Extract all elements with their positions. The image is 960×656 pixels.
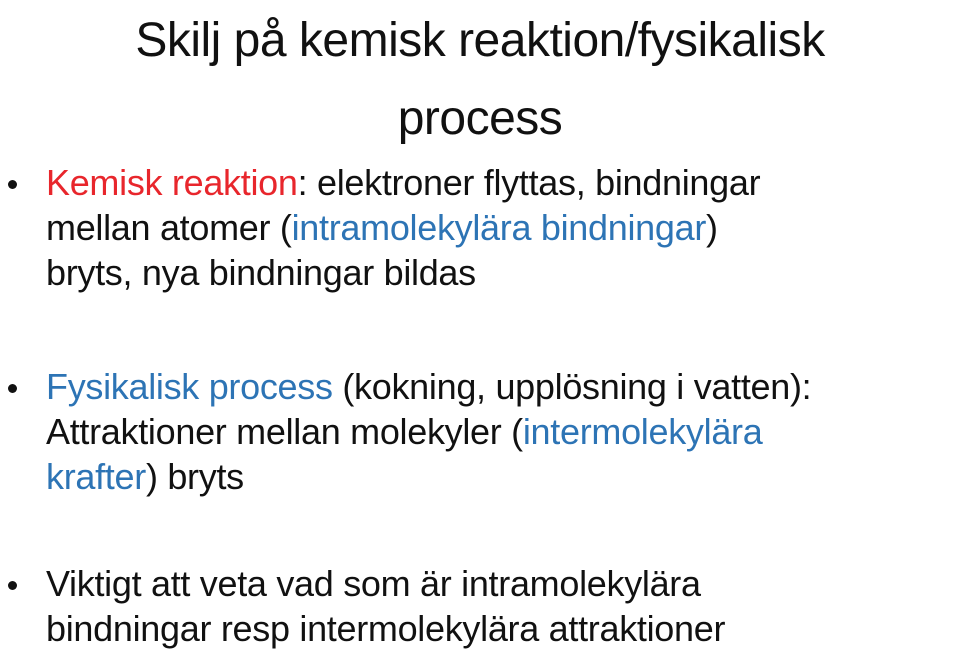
title-line-1: Skilj på kemisk reaktion/fysikalisk (135, 14, 825, 67)
bullet-text (46, 561, 951, 651)
bullet-line: bindningar resp intermolekylära attraktioner (46, 608, 726, 649)
term-forces: krafter (46, 456, 146, 497)
bullet-line (46, 205, 951, 250)
bullet-text-segment: ) (706, 207, 718, 248)
bullet-line (46, 454, 951, 499)
term-intramolecular-bonds: intramolekylära bindningar (291, 207, 707, 248)
bullet-text-segment: mellan atomer ( (46, 207, 292, 248)
bullet-line (46, 160, 951, 205)
bullet-text-segment: Attraktioner mellan molekyler ( (46, 411, 523, 452)
bullet-text-segment: : elektroner flyttas, bindningar (297, 162, 761, 203)
bullet-text-segment: (kokning, upplösning i vatten): (332, 366, 812, 407)
bullet-dot-icon (8, 581, 17, 590)
bullet-line: Viktigt att veta vad som är intramolekylära (46, 563, 701, 604)
term-physical-process: Fysikalisk process (46, 366, 333, 407)
bullet-dot-icon (8, 384, 17, 393)
bullet-dot-icon (8, 180, 17, 189)
bullet-text (46, 160, 951, 295)
term-chemical-reaction: Kemisk reaktion (46, 162, 298, 203)
bullet-line (46, 364, 951, 409)
term-intermolecular: intermolekylära (522, 411, 763, 452)
slide-title (20, 2, 940, 158)
title-line-2: process (397, 92, 563, 145)
bullet-line (46, 409, 951, 454)
bullet-text-segment: ) bryts (145, 456, 244, 497)
bullet-text (46, 364, 951, 499)
bullet-line: bryts, nya bindningar bildas (46, 252, 476, 293)
